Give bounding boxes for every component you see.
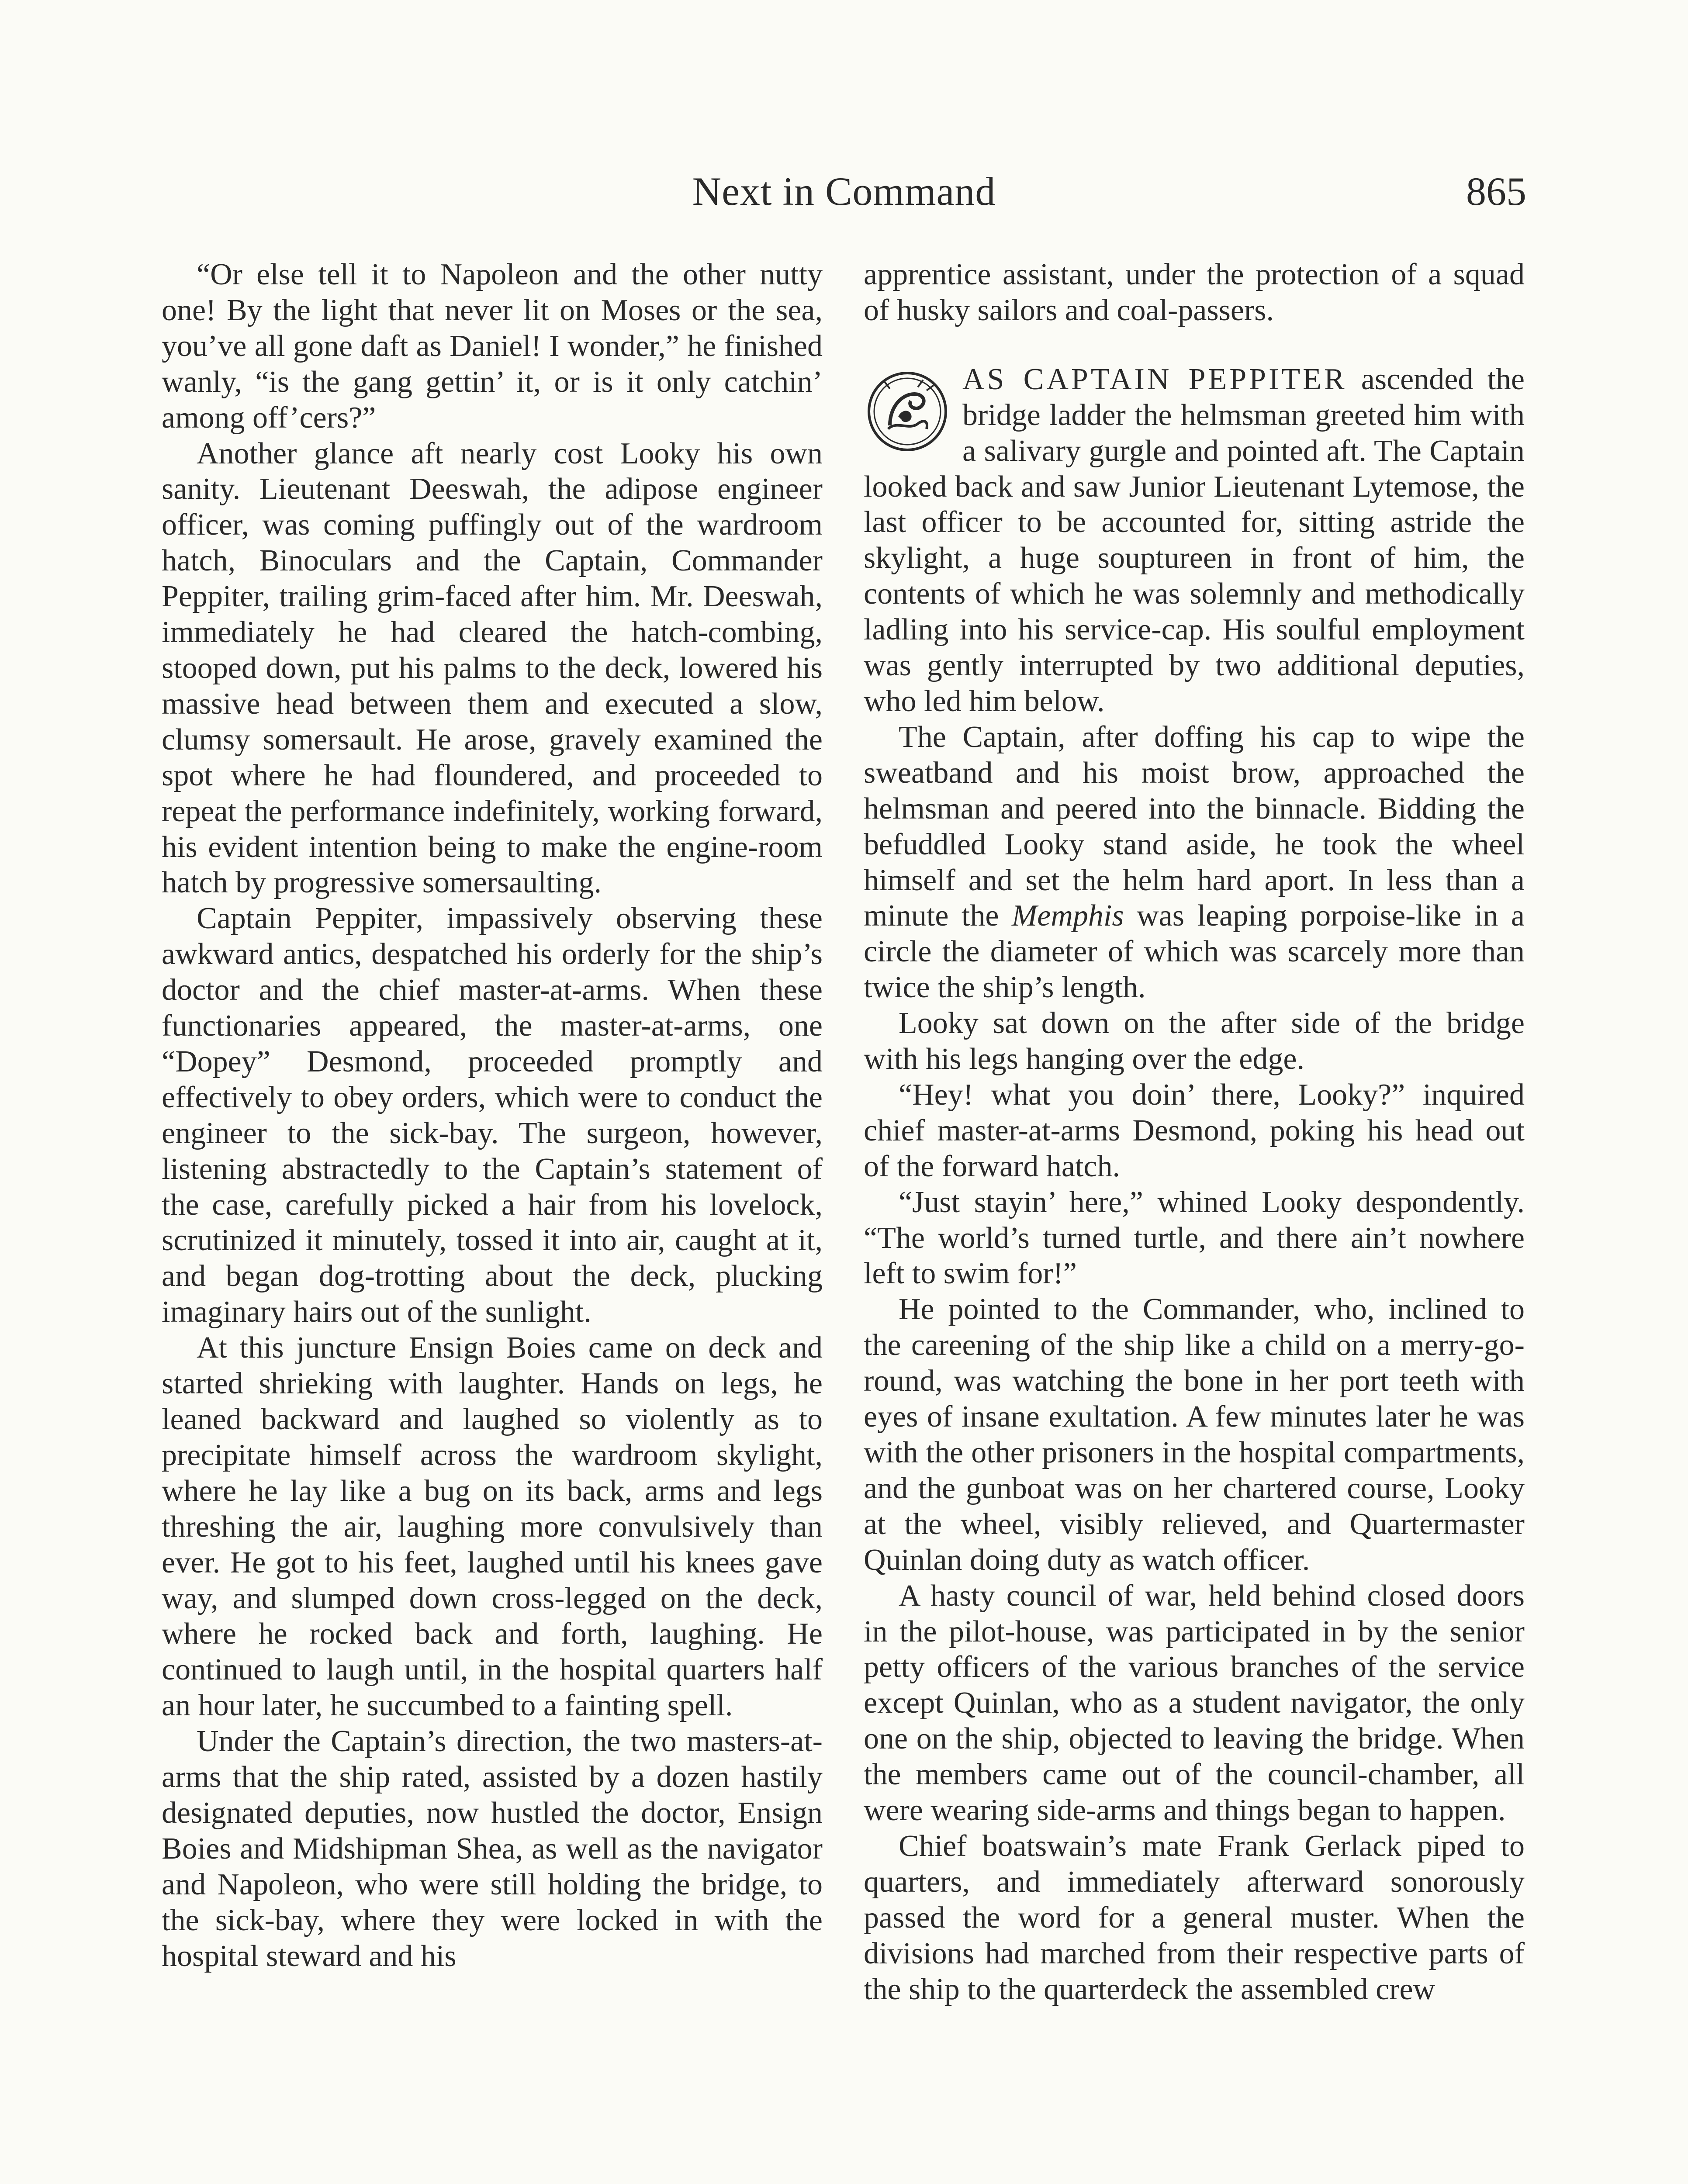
page-number: 865 <box>1466 169 1526 214</box>
paragraph: A hasty council of war, held behind closed doors in the pilot-house, was participated in by the senior petty officers of the various branches of the service except Quinlan, who as a student navigator, the only one on the ship, objected to leaving the bridge. When the members came out of the council-chamber, all were wearing side-arms and things began to happen. <box>864 1579 1525 1828</box>
dropcap-paragraph <box>864 362 1525 719</box>
paragraph: Another glance aft nearly cost Looky his own sanity. Lieutenant Deeswah, the adipose engineer officer, was coming puffingly out of the wardroom hatch, Binoculars and the Captain, Commander Peppiter, trailing grim-faced after him. Mr. Deeswah, immediately he had cleared the hatch-combing, stooped down, put his palms to the deck, lowered his massive head between them and executed a slow, clumsy somersault. He arose, gravely examined the spot where he had floundered, and proceeded to repeat the performance indefinitely, working forward, his evident intention being to make the engine-room hatch by progressive somersaulting. <box>162 436 823 900</box>
left-column <box>162 257 823 1974</box>
paragraph: “Hey! what you doin’ there, Looky?” inquired chief master-at-arms Desmond, poking his head out of the forward hatch. <box>864 1078 1525 1183</box>
paragraph: He pointed to the Commander, who, inclined to the careening of the ship like a child on a merry-go-round, was watching the bone in her port teeth with eyes of insane exultation. A few minutes later he was with the other prisoners in the hospital compartments, and the gunboat was on her chartered course, Looky at the wheel, visibly relieved, and Quartermaster Quinlan doing duty as watch officer. <box>864 1292 1525 1577</box>
ship-name: Memphis <box>1011 899 1124 933</box>
right-column <box>864 257 1525 2008</box>
paragraph-text: was leaping porpoise-like in a circle the diameter of which was scarcely more than twice the ship’s length. <box>864 899 1525 1005</box>
paragraph: “Or else tell it to Napoleon and the other nutty one! By the light that never lit on Moses or the sea, you’ve all gone daft as Daniel! I wonder,” he finished wanly, “is the gang gettin’ it, or is it only catchin’ among off’cers?” <box>162 258 823 435</box>
paragraph: Looky sat down on the after side of the bridge with his legs hanging over the edge. <box>864 1006 1525 1076</box>
running-title: Next in Command <box>692 169 996 214</box>
ornamental-dropcap-icon <box>864 368 951 455</box>
page-header <box>0 168 1688 229</box>
paragraph-text: The Captain, after doffing his cap to wipe the sweatband and his moist brow, approached the helmsman and peered into the binnacle. Bidding the befuddled Looky stand aside, he took the wheel himself and set the helm hard aport. In less than a minute the <box>864 720 1525 933</box>
dropcap-paragraph-text: ascended the bridge ladder the helmsman greeted him with a salivary gurgle and pointed aft. The Captain looked back and saw Junior Lieutenant Lytemose, the last officer to be accounted for, sitting astride the skylight, a huge souptureen in front of him, the contents of which he was solemnly and methodically ladling into his service-cap. His soulful employment was gently interrupted by two additional deputies, who led him below. <box>864 362 1525 718</box>
paragraph: “Just stayin’ here,” whined Looky despondently. “The world’s turned turtle, and there ain’t nowhere left to swim for!” <box>864 1185 1525 1291</box>
paragraph: Chief boatswain’s mate Frank Gerlack piped to quarters, and immediately afterward sonorously passed the word for a general muster. When the divisions had marched from their respective parts of the ship to the quarterdeck the assembled crew <box>864 1829 1525 2006</box>
paragraph: Under the Captain’s direction, the two masters-at-arms that the ship rated, assisted by a dozen hastily designated deputies, now hustled the doctor, Ensign Boies and Midshipman Shea, as well as the navigator and Napoleon, who were still holding the bridge, to the sick-bay, where they were locked in with the hospital steward and his <box>162 1724 823 1973</box>
paragraph <box>864 719 1525 1006</box>
dropcap-lead-words: AS CAPTAIN PEPPITER <box>962 362 1347 396</box>
continued-paragraph: apprentice assistant, under the protection of a squad of husky sailors and coal-passers. <box>864 258 1525 327</box>
paragraph: Captain Peppiter, impassively observing these awkward antics, despatched his orderly for the ship’s doctor and the chief master-at-arms. When these functionaries appeared, the master-at-arms, one “Dopey” Desmond, proceeded promptly and effectively to obey orders, which were to conduct the engineer to the sick-bay. The surgeon, however, listening abstractedly to the Captain’s statement of the case, carefully picked a hair from his lovelock, scrutinized it minutely, tossed it into air, caught at it, and began dog-trotting about the deck, plucking imaginary hairs out of the sunlight. <box>162 902 823 1329</box>
paragraph: At this juncture Ensign Boies came on deck and started shrieking with laughter. Hands on legs, he leaned backward and laughed so violently as to precipitate himself across the wardroom skylight, where he lay like a bug on its back, arms and legs threshing the air, laughing more convulsively than ever. He got to his feet, laughed until his knees gave way, and slumped down cross-legged on the deck, where he rocked back and forth, laughing. He continued to laugh until, in the hospital quarters half an hour later, he succumbed to a fainting spell. <box>162 1331 823 1723</box>
